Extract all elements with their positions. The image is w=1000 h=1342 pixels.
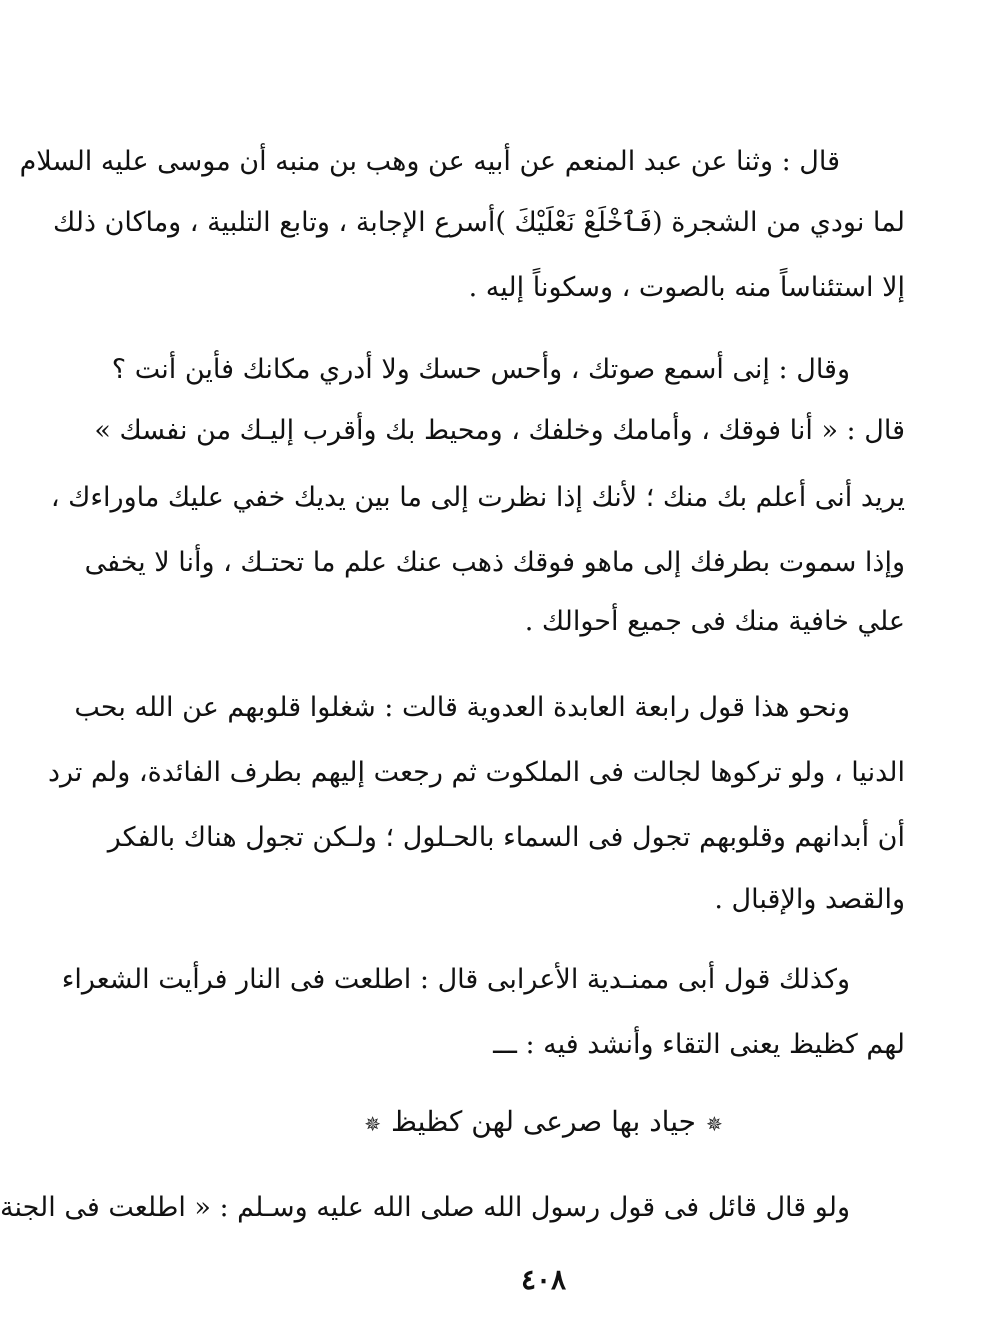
poem-verse [87,1102,1000,1142]
paragraph-2-line-5: علي خافية منك فى جميع أحوالك . [524,606,905,637]
paragraph-3-line-1: ونحو هذا قول رابعة العابدة العدوية قالت : شغلوا قلوبهم عن الله بحب [74,692,850,723]
paragraph-3-line-3: أن أبدانهم وقلوبهم تجول فى السماء بالحـلول ؛ ولـكن تجول هناك بالفكر [107,822,905,853]
paragraph-1-line-1: قال : وثنا عن عبد المنعم عن أبيه عن وهب بن منبه أن موسى عليه السلام [19,146,840,177]
star-ornament-icon: ✵ [364,1112,382,1136]
page-number: ٤٠٨ [520,1263,567,1296]
star-ornament-icon: ✵ [705,1112,723,1136]
verse-text: جياد بها صرعى لهن كظيظ [391,1105,696,1138]
paragraph-3-line-4: والقصد والإقبال . [714,884,905,915]
paragraph-4-line-1: وكذلك قول أبى ممنـدية الأعرابى قال : اطلعت فى النار فرأيت الشعراء [61,964,850,995]
paragraph-4-line-2: لهم كظيظ يعنى التقاء وأنشد فيه : ـــ [493,1029,905,1060]
paragraph-1-line-2: لما نودي من الشجرة (فَٱخْلَعْ نَعْلَيْكَ )أسرع الإجابة ، وتابع التلبية ، وماكان ذلك [53,207,905,238]
paragraph-2-line-2: قال : « أنا فوقك ، وأمامك وخلفك ، ومحيط بك وأقرب إليـك من نفسك » [94,415,905,446]
paragraph-3-line-2: الدنيا ، ولو تركوها لجالت فى الملكوت ثم رجعت إليهم بطرف الفائدة، ولم ترد [48,757,905,788]
last-line: ولو قال قائل فى قول رسول الله صلى الله عليه وسـلم : « اطلعت فى الجنة [0,1192,850,1223]
paragraph-1-line-3: إلا استئناساً منه بالصوت ، وسكوناً إليه . [468,272,905,303]
paragraph-2-line-3: يريد أنى أعلم بك منك ؛ لأنك إذا نظرت إلى ما بين يديك خفي عليك ماوراءك ، [50,482,905,513]
paragraph-2-line-4: وإذا سموت بطرفك إلى ماهو فوقك ذهب عنك علم ما تحتـك ، وأنا لا يخفى [84,547,905,578]
paragraph-2-line-1: وقال : إنى أسمع صوتك ، وأحس حسك ولا أدري مكانك فأين أنت ؟ [111,354,850,385]
